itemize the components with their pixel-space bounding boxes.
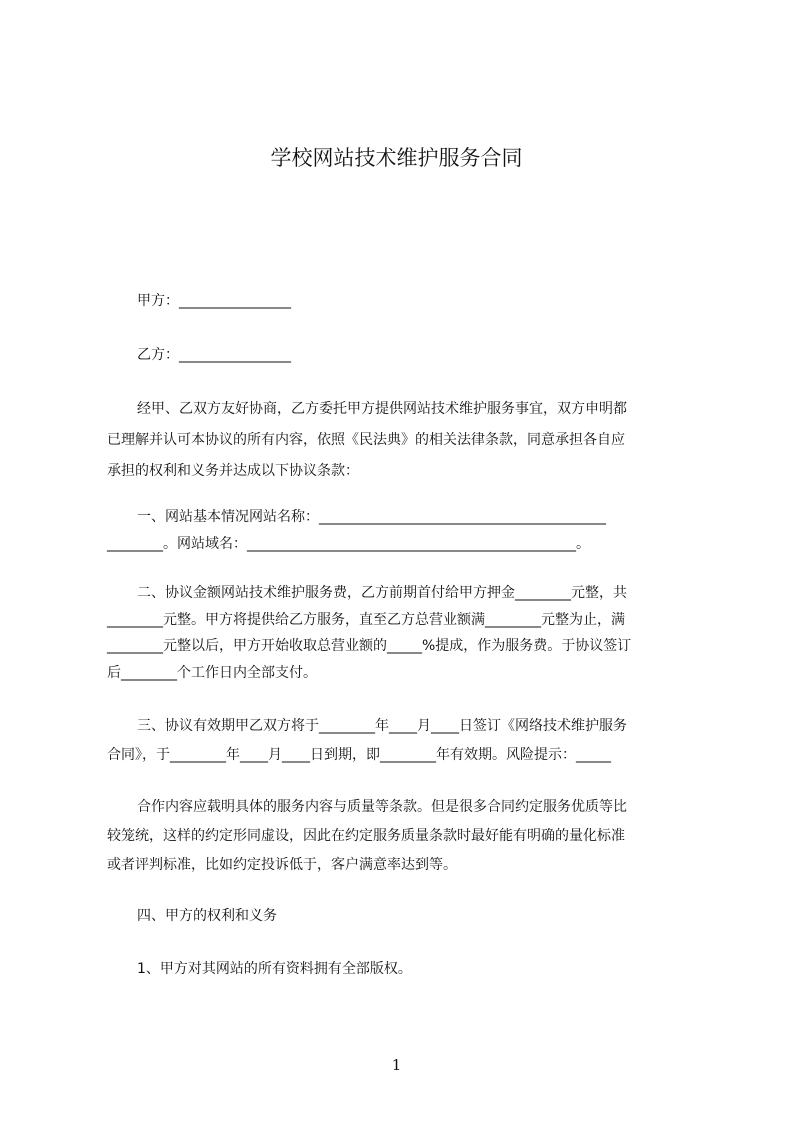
section3-line-2: 合同》，于________年____月____日到期，即________年有效期。风险提示：_____ — [107, 747, 611, 763]
section4-heading: 四、甲方的权利和义务 — [137, 908, 277, 924]
document-title: 学校网站技术维护服务合同 — [270, 146, 523, 170]
section2-line-2: ________元整。甲方将提供给乙方服务，直至乙方总营业额满________元整为止，满 — [107, 612, 625, 628]
risk-note-line-2: 较笼统，这样的约定形同虚设，因此在约定服务质量条款时最好能有明确的量化标准 — [107, 828, 625, 844]
page-number: 1 — [391, 1056, 402, 1074]
risk-note-line-1: 合作内容应载明具体的服务内容与质量等条款。但是很多合同约定服务优质等比 — [137, 799, 627, 815]
risk-note-line-3: 或者评判标准，比如约定投诉低于，客户满意率达到等。 — [107, 857, 457, 873]
preamble-line-1: 经甲、乙双方友好协商，乙方委托甲方提供网站技术维护服务事宜，双方申明都 — [137, 401, 627, 417]
party-b-line: 乙方：________________ — [137, 347, 291, 363]
section2-line-4: 后________个工作日内全部支付。 — [107, 665, 317, 681]
section2-line-1: 二、协议金额网站技术维护服务费，乙方前期首付给甲方押金________元整，共 — [137, 585, 627, 601]
section3-line-1: 三、协议有效期甲乙双方将于________年____月____日签订《网络技术维护服务 — [137, 718, 627, 734]
preamble-line-3: 承担的权利和义务并达成以下协议条款： — [107, 463, 359, 479]
preamble-line-2: 已理解并认可本协议的所有内容，依照《民法典》的相关法律条款，同意承担各自应 — [107, 432, 625, 448]
section4-item-1: 1、甲方对其网站的所有资料拥有全部版权。 — [137, 961, 412, 977]
section1-line-2: ________。网站域名：_______________________________________________。 — [107, 536, 590, 552]
section2-line-3: ________元整以后，甲方开始收取总营业额的_____%提成，作为服务费。于协议签订 — [107, 638, 632, 654]
section1-line-1: 一、网站基本情况网站名称：_________________________________________ — [137, 509, 606, 525]
party-a-line: 甲方：________________ — [137, 293, 291, 309]
